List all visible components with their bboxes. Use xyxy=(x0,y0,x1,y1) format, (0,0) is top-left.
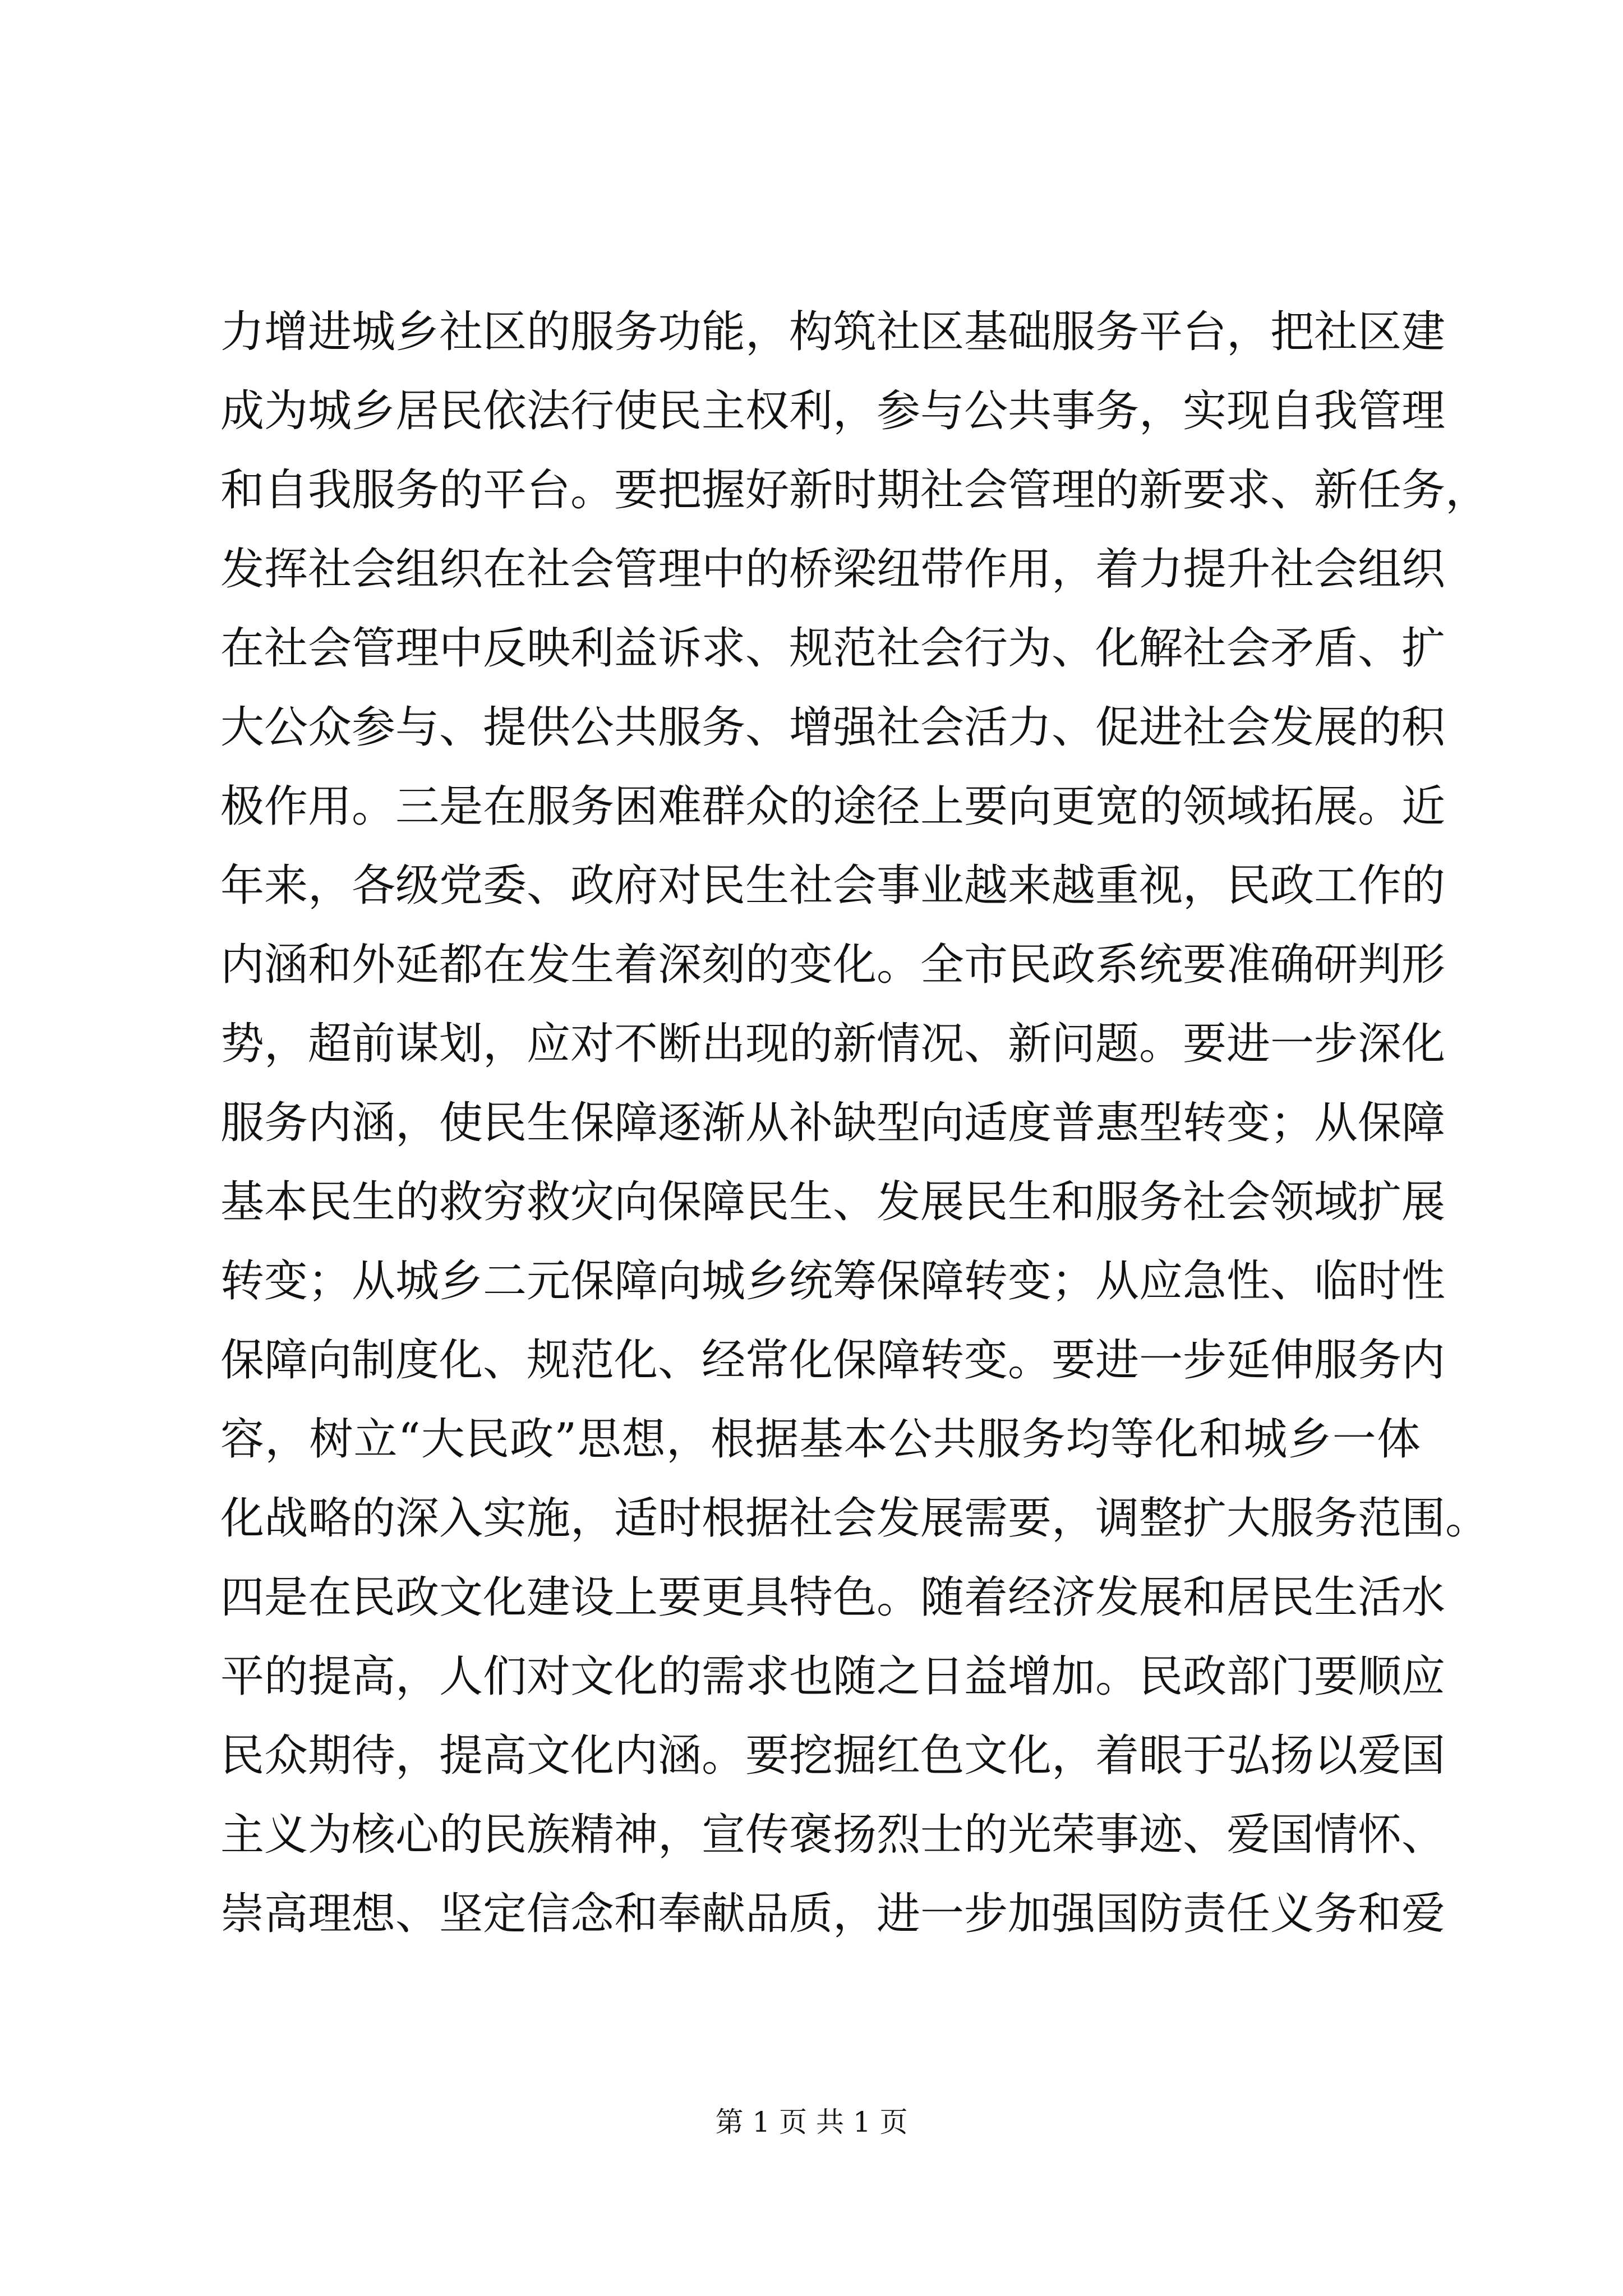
text-line: 基本民生的救穷救灾向保障民生、发展民生和服务社会领域扩展 xyxy=(220,1177,1446,1227)
text-line: 年来，各级党委、政府对民生社会事业越来越重视，民政工作的 xyxy=(220,861,1446,911)
text-line: 和自我服务的平台。要把握好新时期社会管理的新要求、新任务， xyxy=(220,465,1490,516)
text-line: 发挥社会组织在社会管理中的桥梁纽带作用，着力提升社会组织 xyxy=(220,544,1446,595)
text-line: 主义为核心的民族精神，宣传褒扬烈士的光荣事迹、爱国情怀、 xyxy=(220,1810,1446,1860)
text-line: 极作用。三是在服务困难群众的途径上要向更宽的领域拓展。近 xyxy=(220,781,1446,832)
text-line: 崇高理想、坚定信念和奉献品质，进一步加强国防责任义务和爱 xyxy=(220,1889,1446,1939)
text-line: 保障向制度化、规范化、经常化保障转变。要进一步延伸服务内 xyxy=(220,1335,1446,1386)
text-line: 大公众参与、提供公共服务、增强社会活力、促进社会发展的积 xyxy=(220,702,1446,753)
text-line: 转变；从城乡二元保障向城乡统筹保障转变；从应急性、临时性 xyxy=(220,1256,1446,1306)
text-line: 力增进城乡社区的服务功能，构筑社区基础服务平台，把社区建 xyxy=(220,307,1446,357)
text-line: 四是在民政文化建设上要更具特色。随着经济发展和居民生活水 xyxy=(220,1572,1446,1623)
text-line: 容，树立“大民政”思想，根据基本公共服务均等化和城乡一体 xyxy=(220,1414,1421,1465)
text-line: 成为城乡居民依法行使民主权利，参与公共事务，实现自我管理 xyxy=(220,386,1446,436)
text-line: 民众期待，提高文化内涵。要挖掘红色文化，着眼于弘扬以爱国 xyxy=(220,1731,1446,1781)
text-line: 服务内涵，使民生保障逐渐从补缺型向适度普惠型转变；从保障 xyxy=(220,1098,1446,1148)
text-line: 内涵和外延都在发生着深刻的变化。全市民政系统要准确研判形 xyxy=(220,940,1446,990)
text-line: 在社会管理中反映利益诉求、规范社会行为、化解社会矛盾、扩 xyxy=(220,623,1446,674)
body-text xyxy=(220,293,1490,1954)
text-line: 化战略的深入实施，适时根据社会发展需要，调整扩大服务范围。 xyxy=(220,1493,1490,1544)
page-footer: 第 1 页 共 1 页 xyxy=(715,2106,908,2138)
text-line: 平的提高，人们对文化的需求也随之日益增加。民政部门要顺应 xyxy=(220,1651,1446,1702)
text-line: 势，超前谋划，应对不断出现的新情况、新问题。要进一步深化 xyxy=(220,1019,1446,1069)
